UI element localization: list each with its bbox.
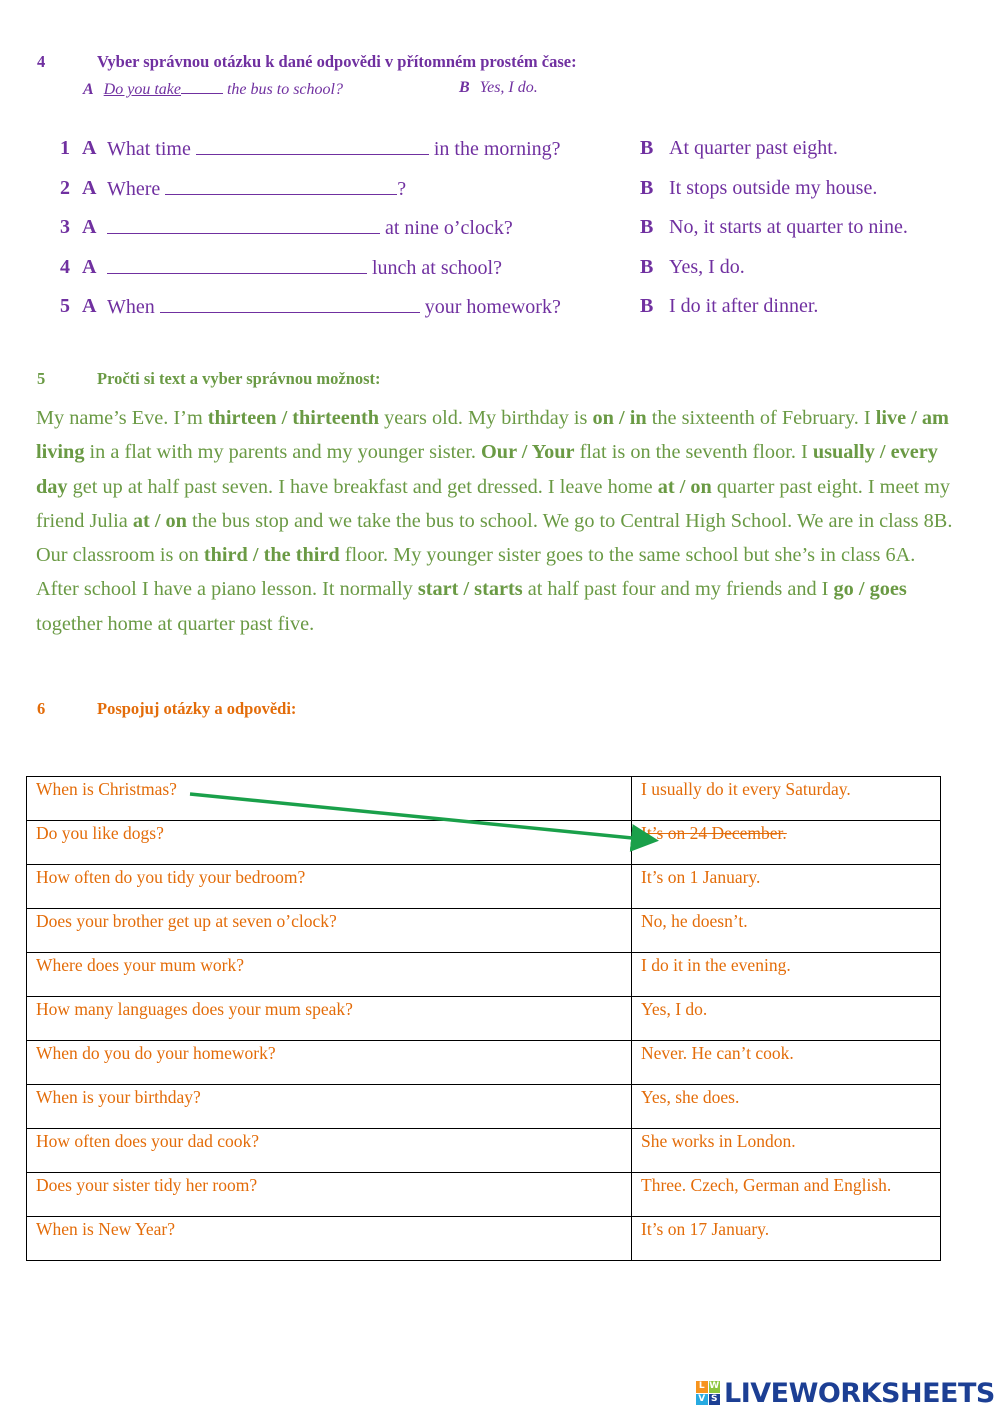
- item-a-label: A: [82, 137, 97, 159]
- item-b-label: B: [640, 295, 654, 317]
- question-start: When: [107, 296, 160, 318]
- passage-paragraph-2: After school I have a piano lesson. It normally start / starts at half past four and my friends and I go / goes together home at quarter past five.: [36, 578, 907, 635]
- example-b-text: Yes, I do.: [479, 79, 538, 96]
- question-cell[interactable]: When is Christmas?: [27, 777, 632, 821]
- choice-option[interactable]: start / starts: [417, 578, 523, 601]
- question-cell[interactable]: How often does your dad cook?: [27, 1129, 632, 1173]
- exercise-6-number: 6: [37, 699, 46, 718]
- example-a-rest: the bus to school?: [226, 81, 343, 98]
- example-a-text: Do you take: [103, 81, 181, 98]
- question-cell[interactable]: When is your birthday?: [27, 1085, 632, 1129]
- logo-tile: W: [709, 1381, 720, 1391]
- item-b-label: B: [640, 256, 654, 278]
- choice-option[interactable]: thirteen / thirteenth: [207, 407, 380, 429]
- question-cell[interactable]: When is New Year?: [27, 1217, 632, 1261]
- answer-cell[interactable]: Yes, I do.: [632, 997, 941, 1041]
- question-cell[interactable]: How often do you tidy your bedroom?: [27, 865, 632, 909]
- item-answer: I do it after dinner.: [669, 295, 819, 317]
- exercise-6-title: Pospojuj otázky a odpovědi:: [97, 699, 297, 718]
- question-cell[interactable]: When do you do your homework?: [27, 1041, 632, 1085]
- answer-cell[interactable]: Three. Czech, German and English.: [632, 1173, 941, 1217]
- answer-cell[interactable]: Yes, she does.: [632, 1085, 941, 1129]
- exercise-5-number: 5: [37, 369, 46, 388]
- question-cell[interactable]: Where does your mum work?: [27, 953, 632, 997]
- question-cell[interactable]: Does your brother get up at seven o’clock?: [27, 909, 632, 953]
- item-a-label: A: [82, 256, 97, 278]
- liveworksheets-logo-mark: [696, 1381, 720, 1405]
- answer-cell[interactable]: I usually do it every Saturday.: [632, 777, 941, 821]
- question-end: at nine o’clock?: [380, 217, 513, 239]
- passage-paragraph-1: My name’s Eve. I’m thirteen / thirteenth years old. My birthday is on / in the sixteenth of February. I live / am living in a flat with my parents and my younger sister. Our / Your flat is on the seventh floor. I usually / every day get up at half past seven. I have breakfast and get dressed. I leave home at / on quarter past eight. I meet my friend Julia at / on the bus stop and we take the bus to school. We go to Central High School. We are in class 8B. Our classroom is on third / the third floor. My younger sister goes to the same school but she’s in class 6A.: [36, 407, 953, 567]
- choice-option[interactable]: go / goes: [833, 578, 907, 601]
- choice-option[interactable]: Our / Your: [481, 441, 575, 464]
- exercise-5-title: Pročti si text a vyber správnou možnost:: [97, 369, 381, 388]
- question-cell[interactable]: How many languages does your mum speak?: [27, 997, 632, 1041]
- match-arrow[interactable]: [190, 794, 652, 840]
- choice-option[interactable]: usually / every day: [36, 441, 938, 498]
- item-answer: It stops outside my house.: [669, 177, 878, 199]
- logo-tile: L: [696, 1381, 708, 1393]
- question-end: in the morning?: [428, 138, 561, 160]
- exercise-4-title: Vyber správnou otázku k dané odpovědi v přítomném prostém čase:: [97, 52, 577, 71]
- item-a-label: A: [82, 177, 97, 199]
- item-answer: No, it starts at quarter to nine.: [669, 216, 908, 238]
- answer-cell[interactable]: No, he doesn’t.: [632, 909, 941, 953]
- item-number: 3: [60, 216, 70, 238]
- answer-cell[interactable]: It’s on 24 December.: [632, 821, 941, 865]
- item-b-label: B: [640, 177, 654, 199]
- choice-option[interactable]: live / am living: [36, 407, 949, 464]
- question-end: your homework?: [419, 296, 561, 318]
- question-start: What time: [107, 138, 196, 160]
- question-end: lunch at school?: [367, 257, 502, 279]
- question-start: Where: [107, 178, 166, 200]
- logo-tile: S: [709, 1394, 721, 1406]
- question-cell[interactable]: Does your sister tidy her room?: [27, 1173, 632, 1217]
- item-a-label: A: [82, 295, 97, 317]
- liveworksheets-logo: [696, 1378, 995, 1408]
- item-number: 1: [60, 137, 70, 159]
- liveworksheets-logo-text: LIVEWORKSHEETS: [724, 1377, 995, 1409]
- logo-tile: V: [696, 1394, 708, 1406]
- item-a-label: A: [82, 216, 97, 238]
- answer-cell[interactable]: I do it in the evening.: [632, 953, 941, 997]
- example-b-label: B: [459, 79, 470, 96]
- item-b-label: B: [640, 216, 654, 238]
- choice-option[interactable]: at / on: [657, 475, 712, 498]
- item-b-label: B: [640, 137, 654, 159]
- answer-cell[interactable]: It’s on 1 January.: [632, 865, 941, 909]
- item-number: 4: [60, 256, 70, 278]
- item-number: 5: [60, 295, 70, 317]
- item-answer: Yes, I do.: [669, 256, 745, 278]
- choice-option[interactable]: at / on: [132, 509, 187, 532]
- item-answer: At quarter past eight.: [669, 137, 838, 159]
- example-a-label: A: [83, 81, 94, 98]
- exercise-4-number: 4: [37, 52, 46, 71]
- question-cell[interactable]: Do you like dogs?: [27, 821, 632, 865]
- answer-cell[interactable]: She works in London.: [632, 1129, 941, 1173]
- answer-cell[interactable]: Never. He can’t cook.: [632, 1041, 941, 1085]
- question-end: ?: [397, 178, 407, 200]
- answer-cell[interactable]: It’s on 17 January.: [632, 1217, 941, 1261]
- item-number: 2: [60, 177, 70, 199]
- choice-option[interactable]: on / in: [592, 407, 647, 429]
- choice-option[interactable]: third / the third: [203, 544, 340, 567]
